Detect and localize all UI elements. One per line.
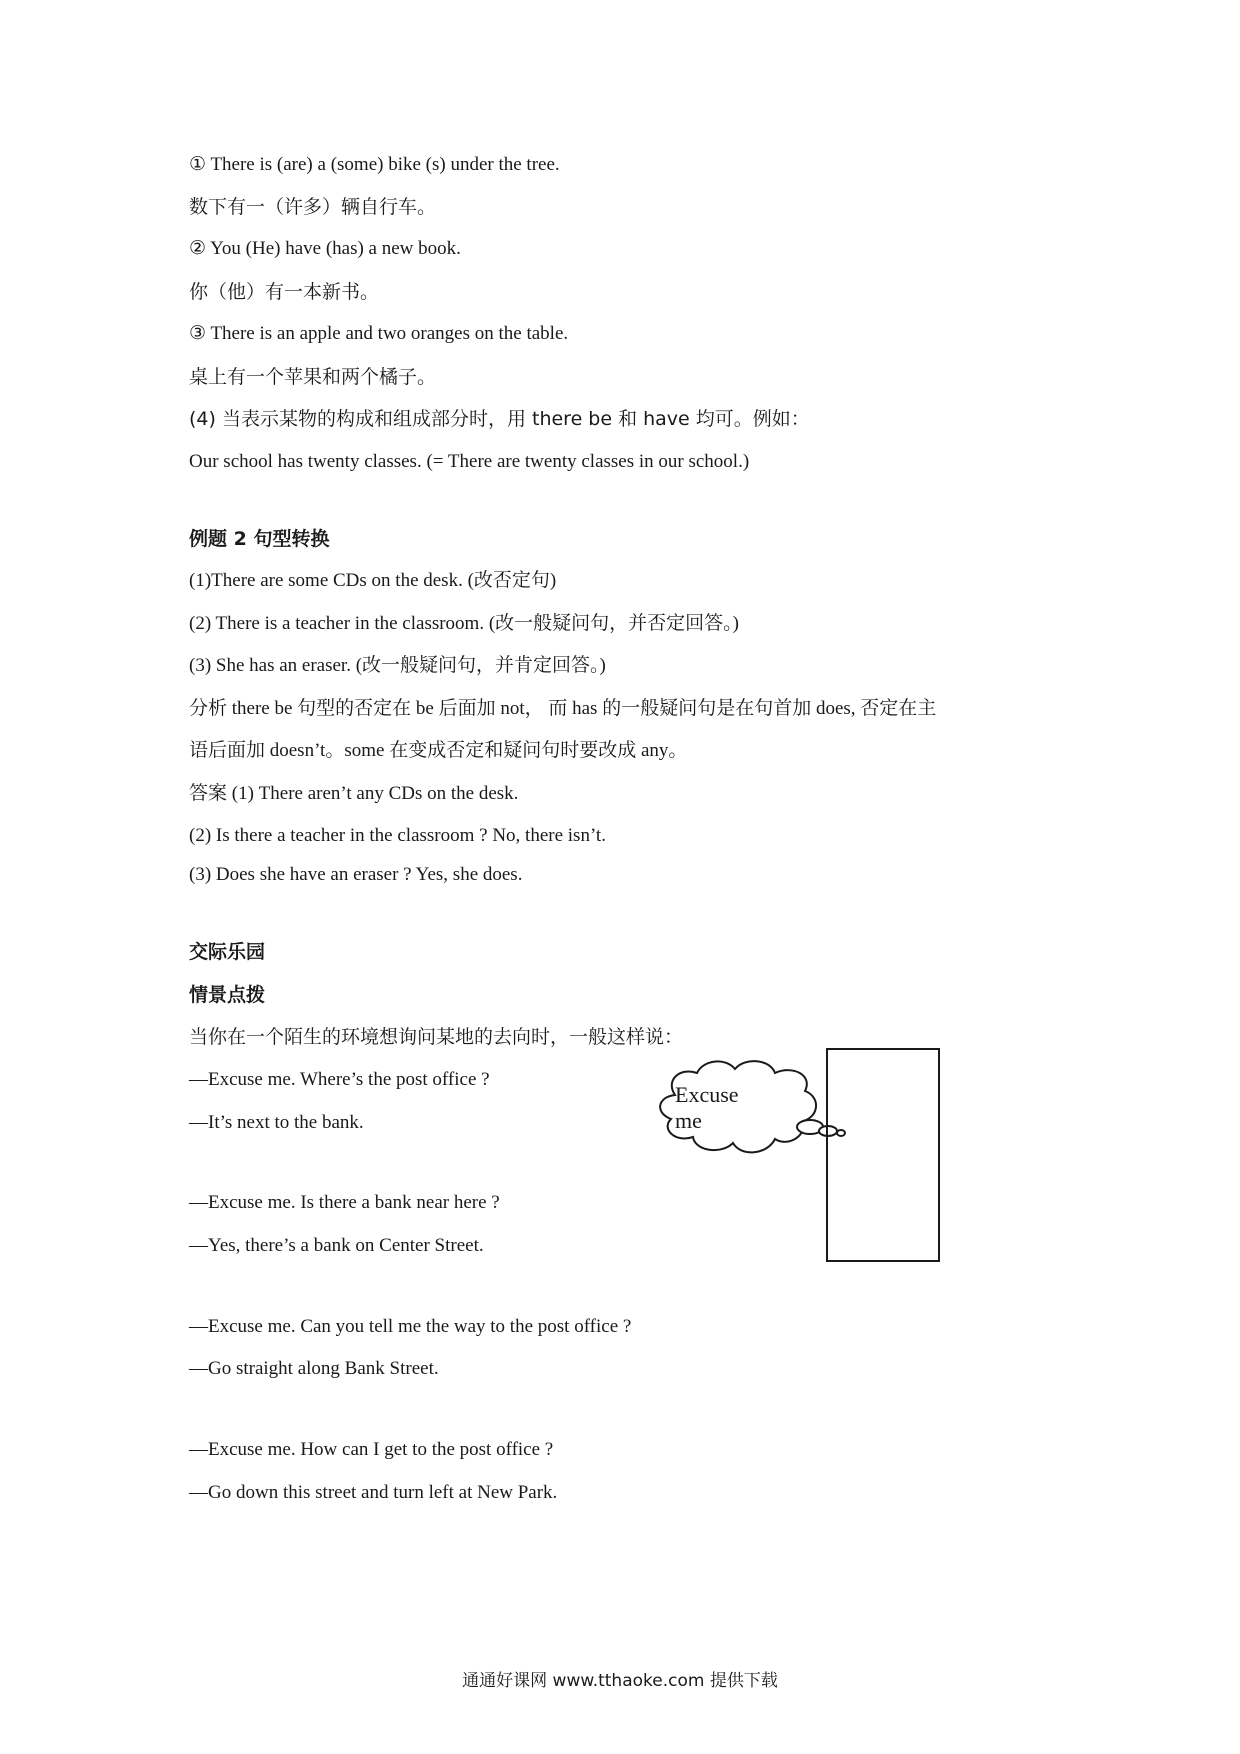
answer-3: (3) Does she have an eraser ? Yes, she does. — [189, 864, 523, 885]
dialog-4-question: —Excuse me. How can I get to the post office ? — [189, 1439, 554, 1460]
example-sentence-1: ① There is (are) a (some) bike (s) under the tree. — [189, 154, 560, 175]
dialog-4-answer: —Go down this street and turn left at New Park. — [189, 1482, 558, 1503]
dialog-3-question: —Excuse me. Can you tell me the way to the post office ? — [189, 1316, 632, 1337]
rule-4-example: Our school has twenty classes. (= There are twenty classes in our school.) — [189, 451, 750, 472]
dialog-2-question: —Excuse me. Is there a bank near here ? — [189, 1192, 500, 1213]
dialog-1-question: —Excuse me. Where’s the post office ? — [189, 1069, 490, 1090]
translation-3: 桌上有一个苹果和两个橘子。 — [189, 366, 437, 388]
dialog-intro: 当你在一个陌生的环境想询问某地的去向时，一般这样说： — [189, 1026, 684, 1048]
answer-2: (2) Is there a teacher in the classroom ? No, there isn’t. — [189, 825, 606, 846]
dialog-subheading: 情景点拨 — [189, 984, 266, 1006]
bubble-text: Excuse me — [675, 1082, 739, 1132]
translation-2: 你（他）有一本新书。 — [189, 281, 380, 303]
answer-1: 答案 (1) There aren’t any CDs on the desk. — [189, 783, 519, 804]
example-sentence-2: ② You (He) have (has) a new book. — [189, 238, 461, 259]
dialog-heading: 交际乐园 — [189, 941, 266, 963]
analysis-line-1: 分析 there be 句型的否定在 be 后面加 not， 而 has 的一般疑问句是在句首加 does, 否定在主 — [189, 698, 937, 719]
dialog-1-answer: —It’s next to the bank. — [189, 1112, 364, 1133]
example-sentence-3: ③ There is an apple and two oranges on the table. — [189, 323, 569, 344]
analysis-line-2: 语后面加 doesn’t。some 在变成否定和疑问句时要改成 any。 — [189, 740, 688, 761]
example-heading: 例题 2 句型转换 — [189, 528, 330, 550]
door-illustration — [826, 1048, 940, 1262]
rule-4: (4) 当表示某物的构成和组成部分时，用 there be 和 have 均可。例如： — [189, 408, 810, 430]
dialog-3-answer: —Go straight along Bank Street. — [189, 1358, 439, 1379]
translation-1: 数下有一（许多）辆自行车。 — [189, 196, 437, 218]
dialog-2-answer: —Yes, there’s a bank on Center Street. — [189, 1235, 484, 1256]
question-2: (2) There is a teacher in the classroom. (改一般疑问句，并否定回答。) — [189, 613, 739, 634]
question-1: (1)There are some CDs on the desk. (改否定句) — [189, 570, 557, 591]
question-3: (3) She has an eraser. (改一般疑问句，并肯定回答。) — [189, 655, 606, 676]
footer-credit: 通通好课网 www.tthaoke.com 提供下载 — [462, 1671, 778, 1691]
